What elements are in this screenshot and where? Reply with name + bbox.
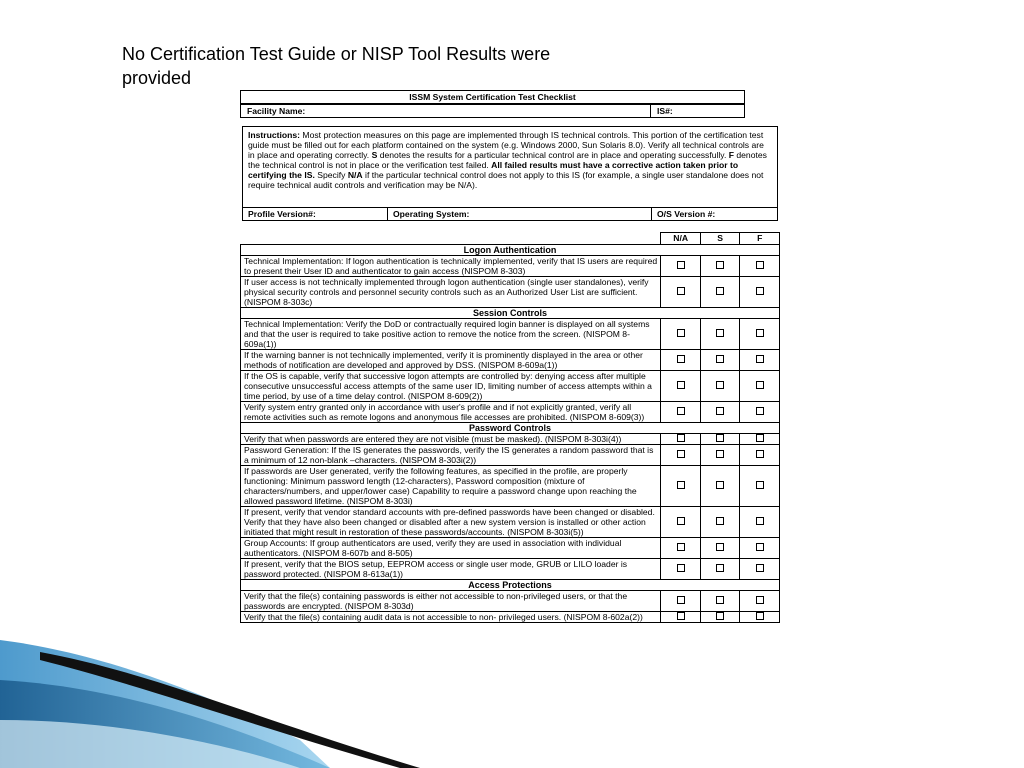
checklist-row [241,559,780,580]
cell-s [700,559,740,580]
checkbox-na[interactable] [677,543,685,551]
is-number-field[interactable]: IS#: [657,106,673,116]
instructions-text: if the particular technical control does not apply to this IS (for example, a single user standalone does not require technical audit controls and verification may be N/A). [248,170,764,190]
checkbox-na[interactable] [677,355,685,363]
checkbox-s[interactable] [716,450,724,458]
check-item-text: Technical Implementation: Verify the DoD or contractually required login banner is displayed on all systems and that the user is required to take positive action to remove the notice from the screen. (NISPOM 8-609a(1)) [241,319,661,350]
checkbox-s[interactable] [716,261,724,269]
cell-s [700,466,740,507]
check-item-text: If passwords are User generated, verify the following features, as specified in the profile, are properly functioning: Minimum password length (12-characters), Password composition (mixture of characters/numbers, and upper/lower case) Capability to require a password change upon reaching the allowed password lifetime. (NISPOM 8-303i) [241,466,661,507]
header-blank [241,233,661,245]
check-item-text: If user access is not technically implemented through logon authentication (single user standalones), verify physical security controls and personnel security controls such as an Authorized User List are sufficient. (NISPOM 8-303c) [241,277,661,308]
checkbox-s[interactable] [716,287,724,295]
check-item-text: Verify that the file(s) containing passwords is either not accessible to non-privileged users, or that the passwords are encrypted. (NISPOM 8-303d) [241,591,661,612]
cell-s [700,371,740,402]
checkbox-s[interactable] [716,434,724,442]
check-item-text: Group Accounts: If group authenticators are used, verify they are used in association with individual authenticators. (NISPOM 8-607b and 8-505) [241,538,661,559]
checkbox-s[interactable] [716,407,724,415]
instructions-text: Most protection measures on this page are implemented through IS technical controls. This portion of the certification test guide must be filled out for each platform contained on the system (e.g. Windows 2000, Sun Solaris 8.0). Verify all technical controls are in place and operating correctly. [248,130,764,160]
cell-na [661,402,701,423]
checklist-body [241,245,780,623]
cell-na [661,538,701,559]
section-header-row [241,580,780,591]
cell-f [740,445,780,466]
checkbox-na[interactable] [677,517,685,525]
section-title: Logon Authentication [241,245,780,256]
checkbox-na[interactable] [677,329,685,337]
checkbox-na[interactable] [677,596,685,604]
f-letter: F [728,150,734,160]
checkbox-f[interactable] [756,355,764,363]
slide-title: No Certification Test Guide or NISP Tool Results were provided [122,44,551,88]
checkbox-f[interactable] [756,564,764,572]
cell-f [740,256,780,277]
checkbox-s[interactable] [716,517,724,525]
checklist-row [241,277,780,308]
check-item-text: If the OS is capable, verify that successive logon attempts are controlled by: denying access after multiple consecutive unsuccessful access attempts of the same user ID, limiting number of access attempts within a time period, by use of a time delay control. (NISPOM 8-609(2)) [241,371,661,402]
cell-na [661,612,701,623]
checkbox-s[interactable] [716,381,724,389]
cell-s [700,434,740,445]
cell-f [740,319,780,350]
cell-na [661,507,701,538]
checkbox-na[interactable] [677,612,685,620]
checklist-row [241,256,780,277]
cell-f [740,466,780,507]
checkbox-na[interactable] [677,407,685,415]
checkbox-na[interactable] [677,481,685,489]
cell-s [700,256,740,277]
decorative-swoosh [0,600,420,768]
check-item-text: If present, verify that the BIOS setup, EEPROM access or single user mode, GRUB or LILO loader is password protected. (NISPOM 8-613a(1)) [241,559,661,580]
checklist-table [240,232,780,623]
checkbox-s[interactable] [716,612,724,620]
cell-na [661,371,701,402]
check-item-text: If present, verify that vendor standard accounts with pre-defined passwords have been changed or disabled. Verify that they have also been changed or disabled after a new system version is installed or other action initiated that might result in restoration of these passwords/accounts. (NISPOM 8-303i(5)) [241,507,661,538]
section-title: Password Controls [241,423,780,434]
col-header-s: S [700,233,740,245]
instructions-box [242,126,778,208]
cell-na [661,350,701,371]
instructions-text: Specify [314,170,348,180]
cell-s [700,319,740,350]
col-header-f: F [740,233,780,245]
checkbox-f[interactable] [756,434,764,442]
cell-na [661,434,701,445]
checkbox-s[interactable] [716,355,724,363]
col-header-na: N/A [661,233,701,245]
cell-f [740,591,780,612]
cell-s [700,445,740,466]
cell-na [661,559,701,580]
checkbox-f[interactable] [756,543,764,551]
checkbox-na[interactable] [677,287,685,295]
checklist-row [241,507,780,538]
cell-na [661,466,701,507]
checklist-row [241,350,780,371]
checkbox-s[interactable] [716,596,724,604]
checkbox-s[interactable] [716,564,724,572]
cell-s [700,277,740,308]
checkbox-f[interactable] [756,450,764,458]
checkbox-na[interactable] [677,564,685,572]
cell-na [661,445,701,466]
checkbox-na[interactable] [677,450,685,458]
cell-f [740,371,780,402]
checkbox-f[interactable] [756,261,764,269]
check-item-text: If the warning banner is not technically implemented, verify it is prominently displayed in the area or other methods of notification are developed and approved by DSS. (NISPOM 8-609a(1)) [241,350,661,371]
instructions-text: denotes the technical control is not in place or the verification test failed. [248,150,767,170]
checkbox-na[interactable] [677,434,685,442]
checkbox-f[interactable] [756,517,764,525]
cell-na [661,256,701,277]
instructions-text: denotes the results for a particular technical control are in place and operating successfully. [377,150,729,160]
version-row [242,207,778,221]
operating-system-field[interactable]: Operating System: [388,208,652,220]
cell-s [700,350,740,371]
checkbox-f[interactable] [756,381,764,389]
checklist-row [241,371,780,402]
checklist-row [241,402,780,423]
form-title: ISSM System Certification Test Checklist [240,90,745,104]
checklist-row [241,538,780,559]
na-letter: N/A [347,170,363,180]
checkbox-f[interactable] [756,329,764,337]
section-header-row [241,423,780,434]
checklist-row [241,466,780,507]
check-item-text: Verify system entry granted only in accordance with user's profile and if not explicitly granted, verify all remote activities such as remote logons and anonymous file accesses are prohibited. (NISPOM 8-609(3)) [241,402,661,423]
facility-row [240,104,745,118]
profile-version-field[interactable]: Profile Version#: [243,208,388,220]
checkbox-na[interactable] [677,381,685,389]
facility-name-field[interactable]: Facility Name: [241,105,651,117]
check-item-text: Password Generation: If the IS generates the passwords, verify the IS generates a random password that is a minimum of 12 non-blank –characters. (NISPOM 8-303i(2)) [241,445,661,466]
cell-s [700,538,740,559]
section-title: Access Protections [241,580,780,591]
checkbox-f[interactable] [756,287,764,295]
checkbox-f[interactable] [756,407,764,415]
cell-f [740,350,780,371]
check-item-text: Verify that the file(s) containing audit data is not accessible to non- privileged users. (NISPOM 8-602a(2)) [241,612,661,623]
checklist-row [241,319,780,350]
section-header-row [241,308,780,319]
cell-s [700,507,740,538]
checklist-header-row [241,233,780,245]
instructions-lead: Instructions: [248,130,301,140]
section-header-row [241,245,780,256]
checkbox-f[interactable] [756,481,764,489]
check-item-text: Verify that when passwords are entered they are not visible (must be masked). (NISPOM 8-303i(4)) [241,434,661,445]
cell-f [740,507,780,538]
checkbox-s[interactable] [716,481,724,489]
cell-f [740,434,780,445]
checkbox-f[interactable] [756,612,764,620]
cell-f [740,402,780,423]
cell-s [700,612,740,623]
check-item-text: Technical Implementation: If logon authentication is technically implemented, verify that IS users are required to present their User ID and authenticator to gain access (NISPOM 8-303) [241,256,661,277]
section-title: Session Controls [241,308,780,319]
checkbox-s[interactable] [716,329,724,337]
checklist-row [241,445,780,466]
s-letter: S [371,150,378,160]
cell-na [661,319,701,350]
cell-f [740,612,780,623]
checklist-row [241,434,780,445]
cell-na [661,591,701,612]
os-version-field[interactable]: O/S Version #: [657,209,716,219]
cell-s [700,591,740,612]
cell-f [740,559,780,580]
checkbox-na[interactable] [677,261,685,269]
cell-na [661,277,701,308]
checkbox-f[interactable] [756,596,764,604]
cell-s [700,402,740,423]
cell-f [740,538,780,559]
checkbox-s[interactable] [716,543,724,551]
cell-f [740,277,780,308]
instructions-bold: All failed results must have a corrective action taken prior to certifying the IS. [248,160,739,180]
